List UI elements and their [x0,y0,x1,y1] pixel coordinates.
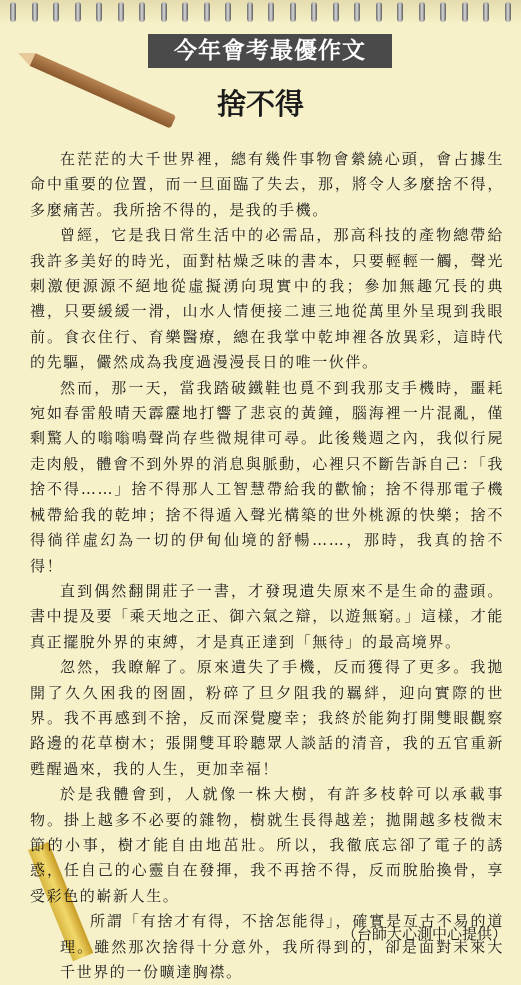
binding-ring [440,2,446,22]
binding-ring [290,2,296,22]
essay-paragraph: 所謂「有捨才有得，不捨怎能得」，確實是亙古不易的道理。雖然那次捨得十分意外，我所得到的，卻是面對未來大千世界的一份曠達胸襟。 [60,912,504,981]
binding-ring [96,2,102,22]
essay-paragraph: 直到偶然翻開莊子一書，才發現遺失原來不是生命的盡頭。書中提及要「乘天地之正、御六氣之辯，以遊無窮。」這樣，才能真正擺脫外界的束縛，才是真正達到「無待」的最高境界。 [30,581,504,651]
binding-ring [483,2,489,22]
binding-ring [376,2,382,22]
essay-paragraph: 曾經，它是我日常生活中的必需品，那高科技的產物總帶給我許多美好的時光，面對枯燥乏味的書本，只要輕輕一觸，聲光刺激便源源不絕地從虛擬湧向現實中的我；參加無趣冗長的典禮，只要緩緩一滑，山水人情便接二連三地從萬里外呈現到我眼前。食衣住行、育樂醫療，總在我掌中乾坤裡各放異彩，這時代的先驅，儼然成為我度過漫漫長日的唯一伙伴。 [30,226,504,372]
binding-ring [118,2,124,22]
binding-ring [204,2,210,22]
binding-ring [139,2,145,22]
essay-body [30,147,504,985]
binding-ring [505,2,511,22]
binding-ring [182,2,188,22]
essay-paragraph: 在茫茫的大千世界裡，總有幾件事物會縈繞心頭，會占據生命中重要的位置，而一旦面臨了失去，那，將令人多麼捨不得，多麼痛苦。我所捨不得的，是我的手機。 [30,150,504,219]
binding-ring [462,2,468,22]
binding-ring [268,2,274,22]
binding-ring [333,2,339,22]
essay-title: 捨不得 [216,87,304,121]
binding-ring [53,2,59,22]
binding-ring [397,2,403,22]
essay-paragraph: 於是我體會到，人就像一株大樹，有許多枝幹可以承載事物。掛上越多不必要的雜物，樹就生長得越差；拋開越多枝微末節的小事，樹才能自由地茁壯。所以，我徹底忘卻了電子的誘惑，任自己的心靈自在發揮，我不再捨不得，反而脫胎換骨，享受彩色的嶄新人生。 [30,785,504,905]
binding-ring [354,2,360,22]
binding-ring [419,2,425,22]
binding-ring [75,2,81,22]
binding-ring [161,2,167,22]
header-banner: 今年會考最優作文 [148,34,392,68]
essay-paragraph: 忽然，我瞭解了。原來遺失了手機，反而獲得了更多。我拋開了久久困我的囹圄，粉碎了旦夕阻我的羈絆，迎向實際的世界。我不再感到不捨，反而深覺慶幸；我終於能夠打開雙眼觀察路邊的花草樹木；張開雙耳聆聽眾人談話的清音，我的五官重新甦醒過來，我的人生，更加幸福！ [30,658,504,778]
binding-ring [10,2,16,22]
binding-ring [247,2,253,22]
binding-ring [311,2,317,22]
binding-ring [32,2,38,22]
essay-paragraph: 然而，那一天，當我踏破鐵鞋也覓不到我那支手機時，噩耗宛如春雷般晴天霹靂地打響了悲哀的黃鐘，腦海裡一片混亂，僅剩驚人的嗡嗡鳴聲尚存些微規律可尋。此後幾週之內，我似行屍走肉般，體會不到外界的消息與脈動，心裡只不斷告訴自己：「我捨不得……」捨不得那人工智慧帶給我的歡愉；捨不得那電子機械帶給我的乾坤；捨不得遁入聲光構築的世外桃源的快樂；捨不得徜徉虛幻為一切的伊甸仙境的舒暢……，那時，我真的捨不得！ [30,378,504,575]
spiral-binding [0,0,521,24]
binding-ring [225,2,231,22]
source-credit: （台師大心測中心提供） [341,925,507,943]
